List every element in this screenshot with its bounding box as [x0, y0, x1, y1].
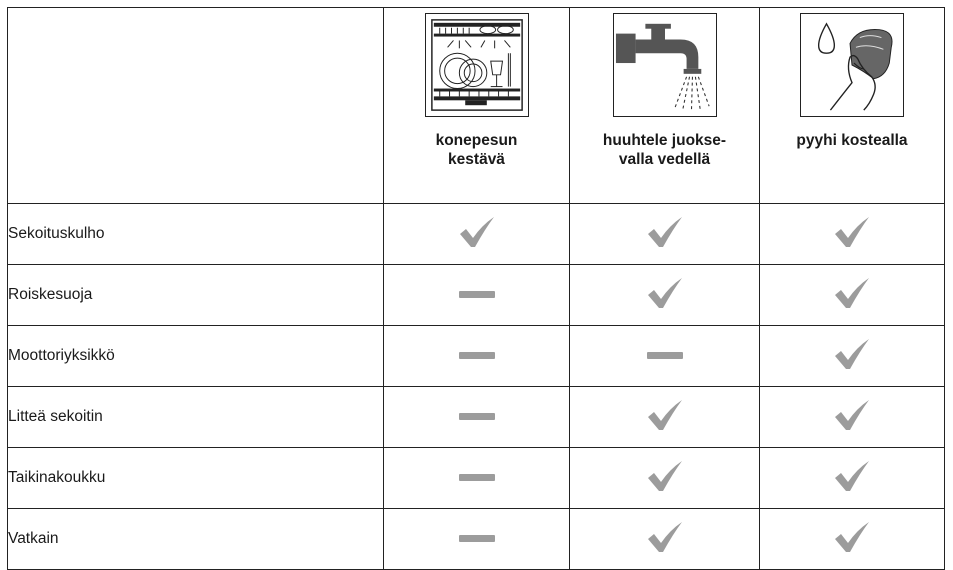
row-label: Moottoriyksikkö	[8, 326, 384, 387]
checkmark-icon	[832, 215, 872, 249]
dash-icon	[459, 291, 495, 298]
column-label: konepesun kestävä	[435, 132, 518, 168]
row-label: Taikinakoukku	[8, 448, 384, 509]
table-row	[8, 387, 945, 448]
checkmark-icon	[832, 459, 872, 493]
mark-cell	[384, 326, 570, 387]
mark-cell	[384, 387, 570, 448]
column-dishwasher	[384, 8, 570, 204]
mark-cell	[570, 265, 760, 326]
dash-icon	[459, 413, 495, 420]
checkmark-icon	[832, 337, 872, 371]
checkmark-icon	[457, 215, 497, 249]
faucet-icon	[613, 13, 717, 117]
dash-icon	[459, 352, 495, 359]
column-label: pyyhi kostealla	[796, 132, 908, 149]
mark-cell	[760, 387, 945, 448]
checkmark-icon	[832, 520, 872, 554]
column-faucet	[570, 8, 760, 204]
checkmark-icon	[645, 276, 685, 310]
column-label: huuhtele juokse- valla vedellä	[602, 132, 727, 168]
corner-cell	[8, 8, 384, 204]
dash-icon	[459, 474, 495, 481]
table-row	[8, 204, 945, 265]
mark-cell	[570, 448, 760, 509]
wipe-cloth-icon	[800, 13, 904, 117]
dishwasher-icon	[425, 13, 529, 117]
table-body	[8, 204, 945, 570]
checkmark-icon	[645, 398, 685, 432]
row-label: Vatkain	[8, 509, 384, 570]
checkmark-icon	[832, 276, 872, 310]
mark-cell	[760, 448, 945, 509]
row-label: Sekoituskulho	[8, 204, 384, 265]
mark-cell	[384, 448, 570, 509]
checkmark-icon	[645, 520, 685, 554]
mark-cell	[760, 265, 945, 326]
checkmark-icon	[832, 398, 872, 432]
header-row	[8, 8, 945, 204]
mark-cell	[760, 326, 945, 387]
checkmark-icon	[645, 459, 685, 493]
checkmark-icon	[645, 215, 685, 249]
table-row	[8, 448, 945, 509]
dash-icon	[647, 352, 683, 359]
row-label: Roiskesuoja	[8, 265, 384, 326]
dash-icon	[459, 535, 495, 542]
column-wipe	[760, 8, 945, 204]
mark-cell	[384, 509, 570, 570]
mark-cell	[570, 326, 760, 387]
row-label: Litteä sekoitin	[8, 387, 384, 448]
mark-cell	[760, 509, 945, 570]
mark-cell	[570, 509, 760, 570]
mark-cell	[384, 204, 570, 265]
cleaning-table	[7, 7, 945, 570]
mark-cell	[760, 204, 945, 265]
table-row	[8, 265, 945, 326]
mark-cell	[384, 265, 570, 326]
table-row	[8, 509, 945, 570]
table-row	[8, 326, 945, 387]
mark-cell	[570, 387, 760, 448]
mark-cell	[570, 204, 760, 265]
